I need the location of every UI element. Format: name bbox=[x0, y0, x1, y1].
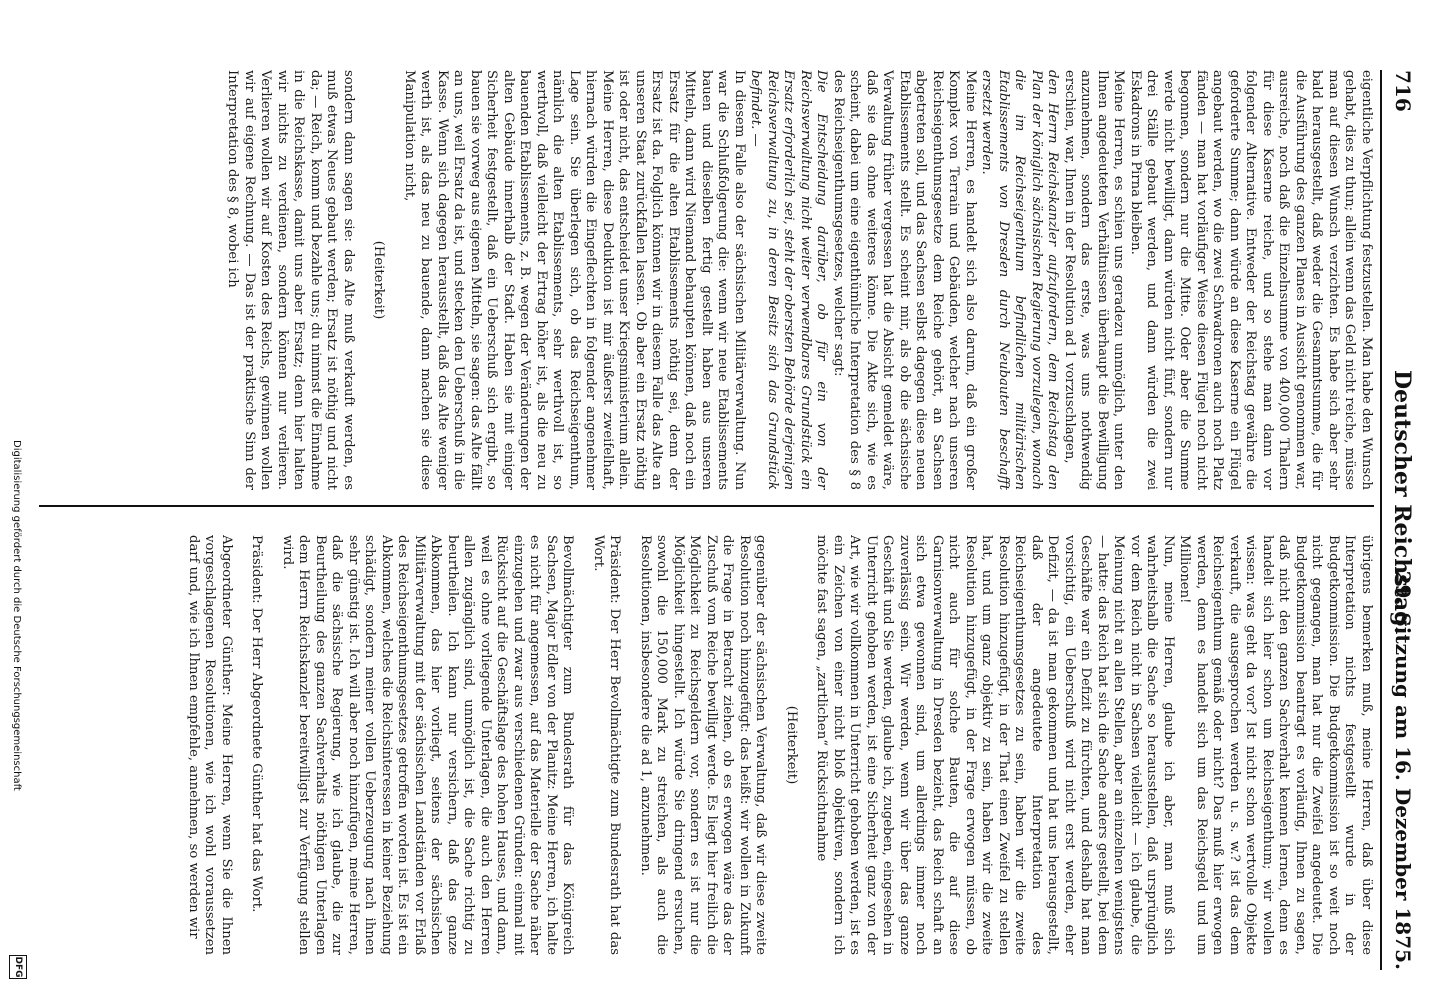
paragraph: gegenüber der sächsischen Verwaltung, daß wir diese zweite Resolution noch hinzugefügt: das heißt: wir wollen in Zukunft die Frage in Betracht ziehen, ob es erwogen wäre das der Zuschuß vom Reiche bewilligt werde. Es liegt hier freilich die Möglichkeit zu Reichsgeldern vor, sondern es ist nur die Möglichkeit hingestellt. Ich würde Sie dringend ersuchen, sowohl die 150,000 Mark zu streichen, als auch die Resolutionen, insbesondere die ad 1, anzunehmen. bbox=[638, 535, 769, 955]
page-header bbox=[1381, 70, 1417, 970]
speaker-paragraph: Abgeordneter Günther: Meine Herren, wenn Sie die Ihnen vorgeschlagenen Resolutionen, wie ich wohl voraussetzen darf und, wie ich Ihnen empfehle, annehmen, so werden wir bbox=[186, 535, 234, 955]
paragraph: Meine Herren, es handelt sich also darum, daß ein großer Komplex von Terrain und Gebäuden, welcher nach unseren Reichseigenthumsgesetze dem Reiche gehört, an Sachsen abgetreten soll, und das Sachsen selbst dagegen diese neuen Etablissements stellt. Es scheint mir, als ob die sächsische Verwaltung früher vergessen hat die Absicht gemeldet wäre, daß sie das ohne weiteres könne. Die Akte sich, wie es scheint, dabei um eine eigenthümliche Interpretation des § 8 des Reichseigenthumsgesetzes, welcher sagt: bbox=[831, 70, 978, 490]
laughter-note: (Heiterkeit) bbox=[784, 705, 799, 785]
paragraph: Nun, meine Herren, glaube ich aber, man muß sich wahrheitshalb die Sache so herausstellen, daß ursprünglich vor dem Reich nicht in Sachsen vielleicht — ich glaube, die Meinung nicht an allen Stellen, aber an einzelnen wenigstens — hatte: das Reich hat sich die Sache anders gestellt, bei dem Geschäfte war ein Defizit zu fürchten, und deshalb hat man vorsichtig, ein Ueberschuß wird nicht erst werden, eher Defizit, — da ist man gekommen und hat uns herausgestellt, daß der angedeutete Interpretation des Reichseigenthumsgesetzes zu sein, haben wir die zweite Resolution hinzugefügt, in der That einen Zweifel zu stellen hat, und um ganz objektiv zu sein, haben wir die zweite Resolution hinzugefügt, in der Frage erwogen müssen, ob nicht auch für solche Bauten, die auf diese Garnisonverwaltung in Dresden bezieht, das Reich schaft an sich etwa gewonnen sind, um allerdings immer noch zuverlässig sein. Wir werden, wenn wir über das ganze Geschäft und Sie werden, glaube ich, zugeben, eingesehen in Unterricht gehoben werden, ist eine Sicherheit ganz von der Art, wie wir vollkommen in Unterricht gehoben werden, ist es ein Zeichen von einer nicht bloß objektiven, sondern ich möchte fast sagen, „zartlichen“ Rücksichtnahme bbox=[814, 535, 1176, 955]
laughter-note: (Heiterkeit) bbox=[371, 240, 387, 320]
digitization-credit: Digitalisierung gefördert durch die Deutsche Forschungsgemeinschaft bbox=[11, 440, 22, 791]
session-date: 29. Sitzung am 16. Dezember 1875. bbox=[1391, 570, 1415, 970]
speaker-paragraph: Bevollmächtigter zum Bundesrath für das Königreich Sachsen, Major Edler von der Planitz: Meine Herren, ich halte es nicht für angemessen, auf das Materielle der Sache näher einzugehen und zwar aus verschiedenen Gründen: einmal mit Rücksicht auf die Geschäftslage des hohen Hauses, und dann, weil es ohne vorliegende Unterlagen, die auch den Herren allen zugänglich sind, unmöglich ist, die Sache richtig zu beurtheilen. Ich kann nur versichern, daß das ganze Abkommen, das hier vorliegt, seitens der sächsischen Militärverwaltung mit der sächsischen Landständen vor Erlaß des Reichseigenthumsgesetzes getroffen worden ist. Es ist ein Abkommen, welches die Reichsinteressen in keiner Beziehung schädigt, sondern meiner vollen Ueberzeugung nach ihnen sehr günstig ist. Ich will aber noch hinzufügen, meine Herren, daß die sächsische Regierung, wie ich glaube, die zur Beurtheilung des ganzen Sachverhalts nöthigen Unterlagen dem Herrn Reichskanzler bereitwilligst zur Verfügung stellen wird. bbox=[280, 535, 576, 955]
quoted-law: Die Entscheidung darüber, ob für ein von der Reichsverwaltung nicht weiter verwendbares Grundstück ein Ersatz erforderlich sei, steht der obersten Behörde derjenigen Reichsverwaltung zu, in deren Besitz sich das Grundstück befindet. — bbox=[748, 70, 830, 490]
quoted-resolution: den Herrn Reichskanzler aufzufordern, dem Reichstag den Plan der königlich sächsischen Regierung vorzulegen, wonach die im Reichseigenthum befindlichen militärischen Etablissements von Dresden durch Neubauten beschafft ersetzt werden. bbox=[979, 70, 1061, 490]
page-title: Deutscher Reichstag. bbox=[1389, 370, 1415, 635]
paragraph: In diesem Falle also der sächsischen Militärverwaltung. Nun war die Schlußfolgerung die: wenn wir neue Etablissements bauen und dieselben fertig gestellt haben aus unseren Mitteln, dann wird Niemand behaupten können, daß noch ein Ersatz für die alten Etablissements nöthig sei, denn der Ersatz ist da. Folglich können wir in diesem Falle das Alte an unseren Staat zurückfallen lassen. Ob aber ein Ersatz nöthig ist oder nicht, das entscheidet unser Kriegsministerium allein. Meine Herren, diese Deduktion ist mir äußerst zweifelhaft, hiernach würden die Eingeflechten in folgender angenehmer Lage sein. Sie überlegen sich, ob das Reichseigenthum, nämlich die alten Etablissements, sehr werthvoll ist, so werthvoll, daß vielleicht der Ertrag höher ist, als die neu zu bauenden Etablissements, z. B. wegen der Veränderungen der alten Gebäude innerhalb der Stadt. Haben sie mit einiger Sicherheit festgestellt, daß ein Ueberschuß sich ergibt, so bauen sie vorweg aus eigenen Mitteln, sie sagen: das Alte fällt an uns, weil Ersatz da ist, und stecken den Ueberschuß in die Kasse. Wenn sich dagegen herausstellt, daß das Alte weniger werth ist, als das neu zu bauende, dann machen sie diese Manipulation nicht, bbox=[402, 70, 747, 490]
paragraph: sondern dann sagen sie: das Alte muß verkauft werden, es muß etwas Neues gebaut werden; Ersatz ist nöthig und nicht da; — Reich, komm und bezahle uns; du nimmst die Einnahme in die Reichskasse, damit uns aber Ersatz; denn hier halten wir nichts zu verdienen, sondern können nur verlieren. Verlieren wollen wir auf Kosten des Reichs, gewinnen wollen wir auf eigene Rechnung. — Das ist der praktische Sinn der Interpretation des § 8, wobei ich bbox=[225, 70, 356, 490]
paragraph: übrigens bemerken muß, meine Herren, daß über diese Interpretation nichts festgestellt wurde in der Budgetkommission. Die Budgetkommission ist so weit noch nicht gegangen, man hat nur die Zweifel angedeutet. Die Budgetkommission beantragt es vorläufig, Ihnen zu sagen, daß nicht den ganzen Sachverhalt kennen lernen, denn es handelt sich hier schon um Reichseigenthum; wir wollen wissen: was geht da vor? Ist nicht schon wertvolle Objekte verkauft, die ausgesprochen werden u. s. w.? ist das dem Reichseigenthum gemäß oder nicht? Das muß hier erwogen werden, denn es handelt sich um das Reichsgeld und um Millionen! bbox=[1177, 535, 1374, 955]
dfg-logo: DFG bbox=[9, 955, 27, 979]
column-divider bbox=[39, 505, 1374, 507]
speaker-paragraph: Präsident: Der Herr Abgeordnete Günther hat das Wort. bbox=[249, 535, 265, 913]
left-column bbox=[34, 70, 1374, 490]
paragraph: Meine Herren, es schien uns geradezu unmöglich, unter den Ihnen angedeuteten Verhältnissen überhaupt die Bewilligung anzunehmen, sondern das erste, was uns nothwendig erschien, war, Ihnen in der Resolution ad 1 vorzuschlagen, bbox=[1062, 70, 1127, 490]
page-number: 716 bbox=[1391, 70, 1415, 112]
header-rule bbox=[1380, 70, 1382, 970]
paragraph: eigentliche Verpflichtung festzustellen. Man habe den Wunsch gehabt, dies zu thun; allein wenn das Geld nicht reiche, müsse man auf diesen Wunsch verzichten. Es habe sich aber sehr bald herausgestellt, daß weder die Gesammtsumme, die für die Ausführung des ganzen Planes in Aussicht genommen war, ausreiche, noch daß die Einzelnsumme von 400,000 Thalern für diese Kaserne reiche, und so stehe man dann vor folgender Alternative. Entweder der Reichstag gewähre die geforderte Summe; dann würde an diese Kaserne ein Flügel angebaut werden, wo die zwei Schwadronen auch noch Platz fänden — man hat vorläufiger Weise diesen Flügel noch nicht begonnen, sondern nur die Mitte. Oder aber die Summe werde nicht bewilligt, dann würden nicht fünf, sondern nur drei Ställe gebaut werden, und dann würden die zwei Eskadrons in Pirna bleiben. bbox=[1128, 70, 1374, 490]
right-column bbox=[34, 535, 1374, 955]
speaker-paragraph: Präsident: Der Herr Bevollmächtigte zum Bundesrath hat das Wort. bbox=[591, 535, 623, 955]
